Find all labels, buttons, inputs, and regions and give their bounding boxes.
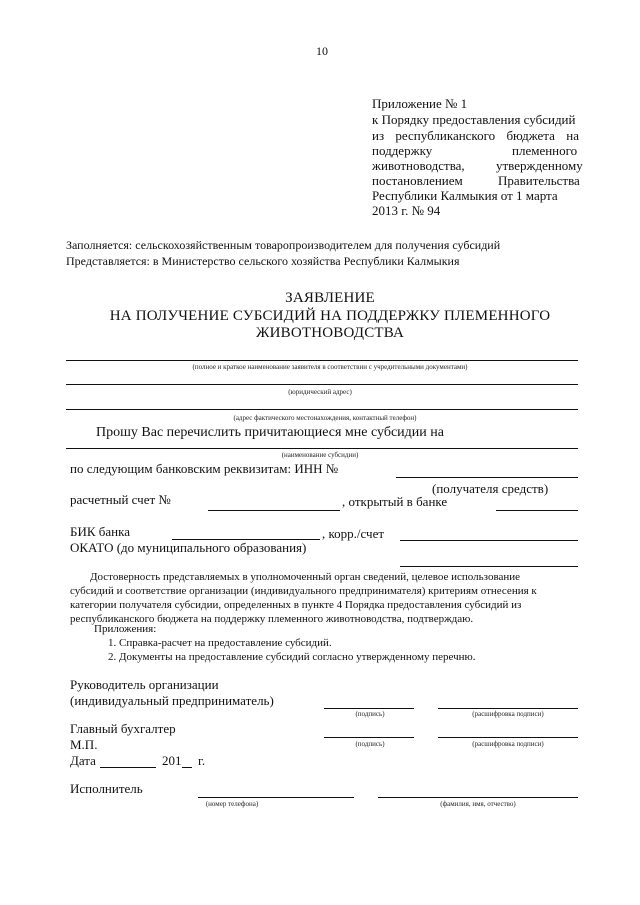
- executor-label: Исполнитель: [70, 781, 143, 796]
- appendix-line: Правительства: [498, 173, 580, 188]
- attachment-item: 1. Справка-расчет на предоставление субсидий.: [108, 637, 332, 649]
- appendix-line: 2013 г. № 94: [372, 203, 441, 218]
- head-signature-field[interactable]: [324, 708, 414, 709]
- document-title: ЗАЯВЛЕНИЕ: [285, 290, 375, 306]
- legal-address-caption: (юридический адрес): [288, 388, 352, 396]
- phone-caption: (номер телефона): [205, 800, 259, 808]
- appendix-line: Республики Калмыкия от 1 марта: [372, 188, 558, 203]
- appendix-line: животноводства,: [372, 158, 465, 173]
- appendix-line: к Порядку предоставления субсидий: [372, 112, 576, 127]
- document-title-line3: ЖИВОТНОВОДСТВА: [255, 325, 405, 341]
- attachments-heading: Приложения:: [94, 623, 157, 635]
- subsidy-name-caption: (наименование субсидии): [281, 451, 359, 459]
- applicant-name-caption: (полное и краткое наименование заявителя в соответствии с учредительными документами): [192, 363, 468, 371]
- stamp-label: М.П.: [70, 737, 98, 752]
- appendix-line: поддержку: [372, 143, 433, 158]
- full-name-caption: (фамилия, имя, отчество): [440, 800, 516, 808]
- decoding-caption: (расшифровка подписи): [472, 710, 544, 718]
- request-text: Прошу Вас перечислить причитающиеся мне субсидии на: [96, 425, 444, 440]
- subsidy-name-field[interactable]: [66, 448, 578, 449]
- date-label: Дата: [70, 753, 96, 768]
- okato-label: ОКАТО (до муниципального образования): [70, 540, 307, 555]
- attachment-item: 2. Документы на предоставление субсидий согласно утвержденному перечню.: [108, 651, 476, 663]
- appendix-title: Приложение № 1: [372, 96, 468, 111]
- actual-address-field[interactable]: [66, 409, 578, 410]
- legal-address-field[interactable]: [66, 384, 578, 385]
- appendix-line: постановлением: [372, 173, 463, 188]
- phone-field[interactable]: [198, 797, 354, 798]
- filled-by-text: Заполняется: сельскохозяйственным товаропроизводителем для получения субсидий: [66, 238, 501, 252]
- corr-account-field[interactable]: [400, 540, 578, 541]
- submitted-to-text: Представляется: в Министерство сельского хозяйства Республики Калмыкия: [66, 254, 460, 268]
- year-field[interactable]: [182, 767, 192, 768]
- appendix-line: из республиканского бюджета на: [372, 128, 579, 143]
- year-suffix: г.: [198, 753, 206, 768]
- signature-caption: (подпись): [355, 740, 385, 748]
- signature-caption: (подпись): [355, 710, 385, 718]
- appendix-line: утвержденному: [496, 158, 583, 173]
- document-title-line2: НА ПОЛУЧЕНИЕ СУБСИДИЙ НА ПОДДЕРЖКУ ПЛЕМЕННОГО: [109, 308, 551, 324]
- accountant-signature-field[interactable]: [324, 737, 414, 738]
- declaration-line: республиканского бюджета на поддержку племенного животноводства, подтверждаю.: [70, 613, 474, 625]
- inn-label: по следующим банковским реквизитам: ИНН №: [70, 461, 339, 476]
- account-field[interactable]: [208, 510, 340, 511]
- corr-account-label: , корр./счет: [322, 526, 385, 541]
- executor-name-field[interactable]: [378, 797, 578, 798]
- accountant-decoding-field[interactable]: [438, 737, 578, 738]
- declaration-line: Достоверность представляемых в уполномоченный орган сведений, целевое использование: [90, 571, 521, 583]
- page-number: 10: [316, 44, 328, 58]
- account-label: расчетный счет №: [70, 492, 171, 507]
- decoding-caption: (расшифровка подписи): [472, 740, 544, 748]
- head-label: Руководитель организации: [70, 677, 219, 692]
- inn-field[interactable]: [396, 477, 578, 478]
- head-decoding-field[interactable]: [438, 708, 578, 709]
- recipient-caption: (получателя средств): [432, 481, 549, 496]
- declaration-line: субсидий и соответствие организации (индивидуального предпринимателя) критериям отнесения к: [70, 585, 537, 597]
- bik-label: БИК банка: [70, 524, 131, 539]
- okato-field[interactable]: [400, 566, 578, 567]
- date-field[interactable]: [100, 767, 156, 768]
- appendix-line: племенного: [512, 143, 578, 158]
- opened-in-bank-label: , открытый в банке: [342, 494, 448, 509]
- head-label-line2: (индивидуальный предприниматель): [70, 693, 274, 708]
- year-prefix: 201: [162, 753, 182, 768]
- actual-address-caption: (адрес фактического местонахождения, контактный телефон): [233, 414, 417, 422]
- applicant-name-field[interactable]: [66, 360, 578, 361]
- declaration-line: категории получателя субсидии, определенных в пункте 4 Порядка предоставления субсидий из: [70, 599, 522, 611]
- bank-name-field[interactable]: [496, 510, 578, 511]
- chief-accountant-label: Главный бухгалтер: [70, 721, 176, 736]
